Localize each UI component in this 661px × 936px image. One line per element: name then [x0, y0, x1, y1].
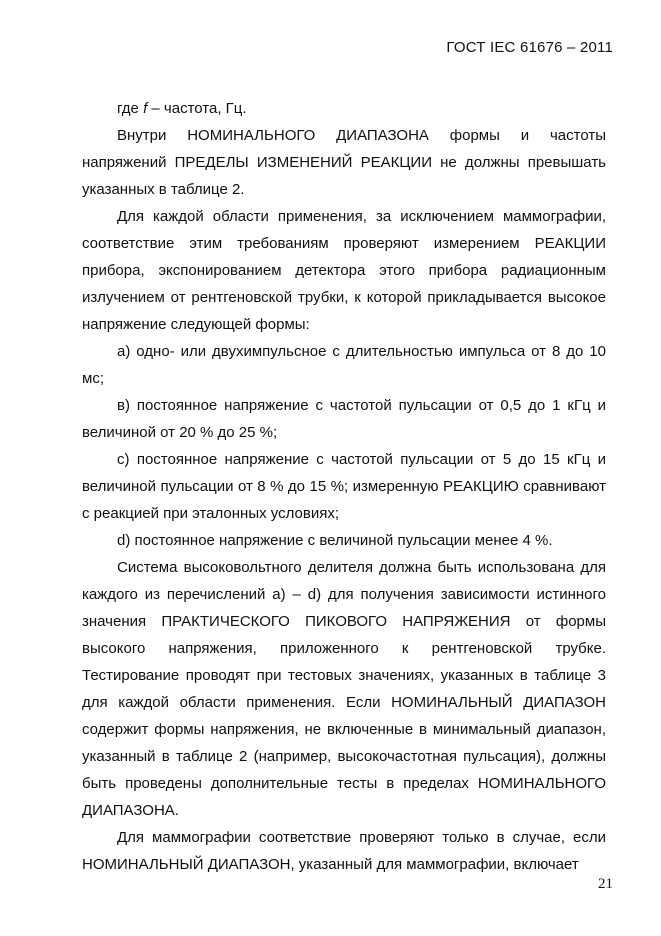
list-item-c: с) постоянное напряжение с частотой пульсации от 5 до 15 кГц и величиной пульсации от 8 % до 15 %; измеренную РЕАКЦИЮ сравнивают с реакцией при эталонных условиях;	[82, 451, 606, 522]
list-item-d: d) постоянное напряжение с величиной пульсации менее 4 %.	[117, 532, 553, 549]
paragraph-mammography: Для маммографии соответствие проверяют только в случае, если НОМИНАЛЬНЫЙ ДИАПАЗОН, указанный для маммографии, включает	[82, 829, 606, 873]
paragraph-frequency-definition	[82, 95, 606, 122]
document-header: ГОСТ IEC 61676 – 2011	[446, 39, 613, 56]
list-item-b: в) постоянное напряжение с частотой пульсации от 0,5 до 1 кГц и величиной от 20 % до 25 %;	[82, 397, 606, 441]
frequency-def-prefix: где	[117, 100, 144, 117]
document-body	[82, 95, 606, 878]
list-item-a: a) одно- или двухимпульсное с длительностью импульса от 8 до 10 мс;	[82, 343, 606, 387]
page-number: 21	[598, 876, 613, 892]
paragraph-response-limits: Внутри НОМИНАЛЬНОГО ДИАПАЗОНА формы и частоты напряжений ПРЕДЕЛЫ ИЗМЕНЕНИЙ РЕАКЦИИ не должны превышать указанных в таблице 2.	[82, 127, 606, 198]
frequency-def-suffix: – частота, Гц.	[147, 100, 247, 117]
paragraph-hv-divider: Система высоковольтного делителя должна быть использована для каждого из перечислений a) – d) для получения зависимости истинного значения ПРАКТИЧЕСКОГО ПИКОВОГО НАПРЯЖЕНИЯ от формы высокого напряжения, приложенного к рентгеновской трубке. Тестирование проводят при тестовых значениях, указанных в таблице 3 для каждой области применения. Если НОМИНАЛЬНЫЙ ДИАПАЗОН содержит формы напряжения, не включенные в минимальный диапазон, указанный в таблице 2 (например, высокочастотная пульсация), должны быть проведены дополнительные тесты в пределах НОМИНАЛЬНОГО ДИАПАЗОНА.	[82, 559, 606, 819]
paragraph-test-method: Для каждой области применения, за исключением маммографии, соответствие этим требованиям проверяют измерением РЕАКЦИИ прибора, экспонированием детектора этого прибора радиационным излучением от рентгеновской трубки, к которой прикладывается высокое напряжение следующей формы:	[82, 208, 606, 333]
frequency-variable: f	[143, 100, 148, 117]
